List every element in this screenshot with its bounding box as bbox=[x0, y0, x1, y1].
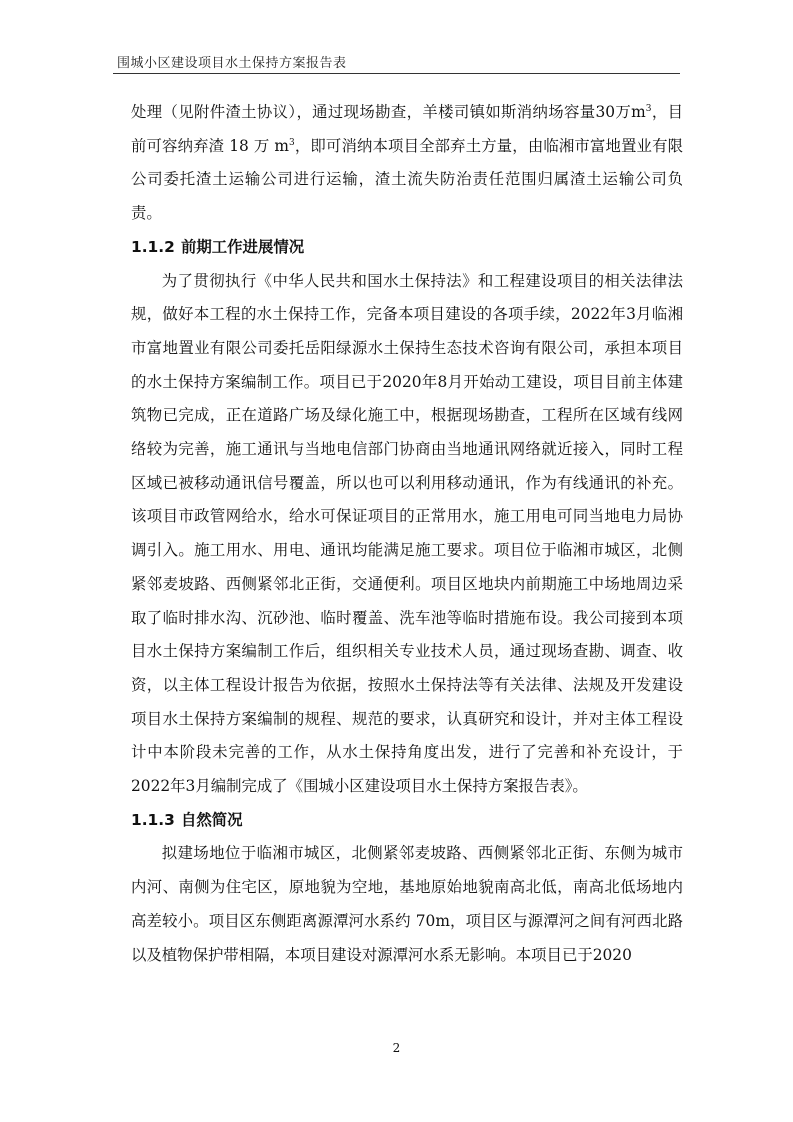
disposal-text-c: ，即可消纳本项目全部弃土方量，由临湘市富地置业有限公司委托渣土运输公司进行运输，渣土流失防治责任范围归属渣土运输公司负责。 bbox=[131, 136, 683, 223]
superscript-cubic-1: 3 bbox=[645, 104, 652, 114]
header-rule bbox=[113, 73, 680, 74]
disposal-text-b: ，目前可容纳弃渣 18 万 m bbox=[131, 103, 683, 155]
running-header: 围城小区建设项目水土保持方案报告表 bbox=[117, 56, 347, 71]
section-heading-1-1-2 bbox=[131, 231, 683, 265]
page-number: 2 bbox=[392, 1041, 401, 1055]
section-number: 1.1.3 bbox=[131, 810, 175, 829]
page-body bbox=[131, 96, 683, 972]
section-title: 前期工作进展情况 bbox=[180, 237, 305, 256]
section-title: 自然简况 bbox=[180, 810, 243, 829]
disposal-text-a: 处理（见附件渣土协议），通过现场勘查，羊楼司镇如斯消纳场容量30万m bbox=[131, 103, 646, 121]
paragraph-progress: 为了贯彻执行《中华人民共和国水土保持法》和工程建设项目的相关法律法规，做好本工程的水土保持工作，完备本项目建设的各项手续，2022年3月临湘市富地置业有限公司委托岳阳绿源水土保持生态技术咨询有限公司，承担本项目的水土保持方案编制工作。项目已于2020年8月开始动工建设，项目目前主体建筑物已完成，正在道路广场及绿化施工中，根据现场勘查，工程所在区域有线网络较为完善，施工通讯与当地电信部门协商由当地通讯网络就近接入，同时工程区域已被移动通讯信号覆盖，所以也可以利用移动通讯，作为有线通讯的补充。该项目市政管网给水，给水可保证项目的正常用水，施工用电可同当地电力局协调引入。施工用水、用电、通讯均能满足施工要求。项目位于临湘市城区，北侧紧邻麦坡路、西侧紧邻北正街，交通便利。项目区地块内前期施工中场地周边采取了临时排水沟、沉砂池、临时覆盖、洗车池等临时措施布设。我公司接到本项目水土保持方案编制工作后，组织相关专业技术人员，通过现场查勘、调查、收资，以主体工程设计报告为依据，按照水土保持法等有关法律、法规及开发建设项目水土保持方案编制的规程、规范的要求，认真研究和设计，并对主体工程设计中本阶段未完善的工作，从水土保持角度出发，进行了完善和补充设计，于2022年3月编制完成了《围城小区建设项目水土保持方案报告表》。 bbox=[131, 271, 683, 796]
section-number: 1.1.2 bbox=[131, 237, 175, 256]
section-heading-1-1-3 bbox=[131, 804, 683, 838]
paragraph-disposal bbox=[131, 96, 683, 231]
paragraph-natural-conditions: 拟建场地位于临湘市城区，北侧紧邻麦坡路、西侧紧邻北正街、东侧为城市内河、南侧为住宅区，原地貌为空地，基地原始地貌南高北低，南高北低场地内高差较小。项目区东侧距离源潭河水系约 70m，项目区与源潭河之间有河西北路以及植物保护带相隔，本项目建设对源潭河水系无影响。本项目已于2020 bbox=[131, 844, 683, 964]
superscript-cubic-2: 3 bbox=[289, 137, 295, 148]
